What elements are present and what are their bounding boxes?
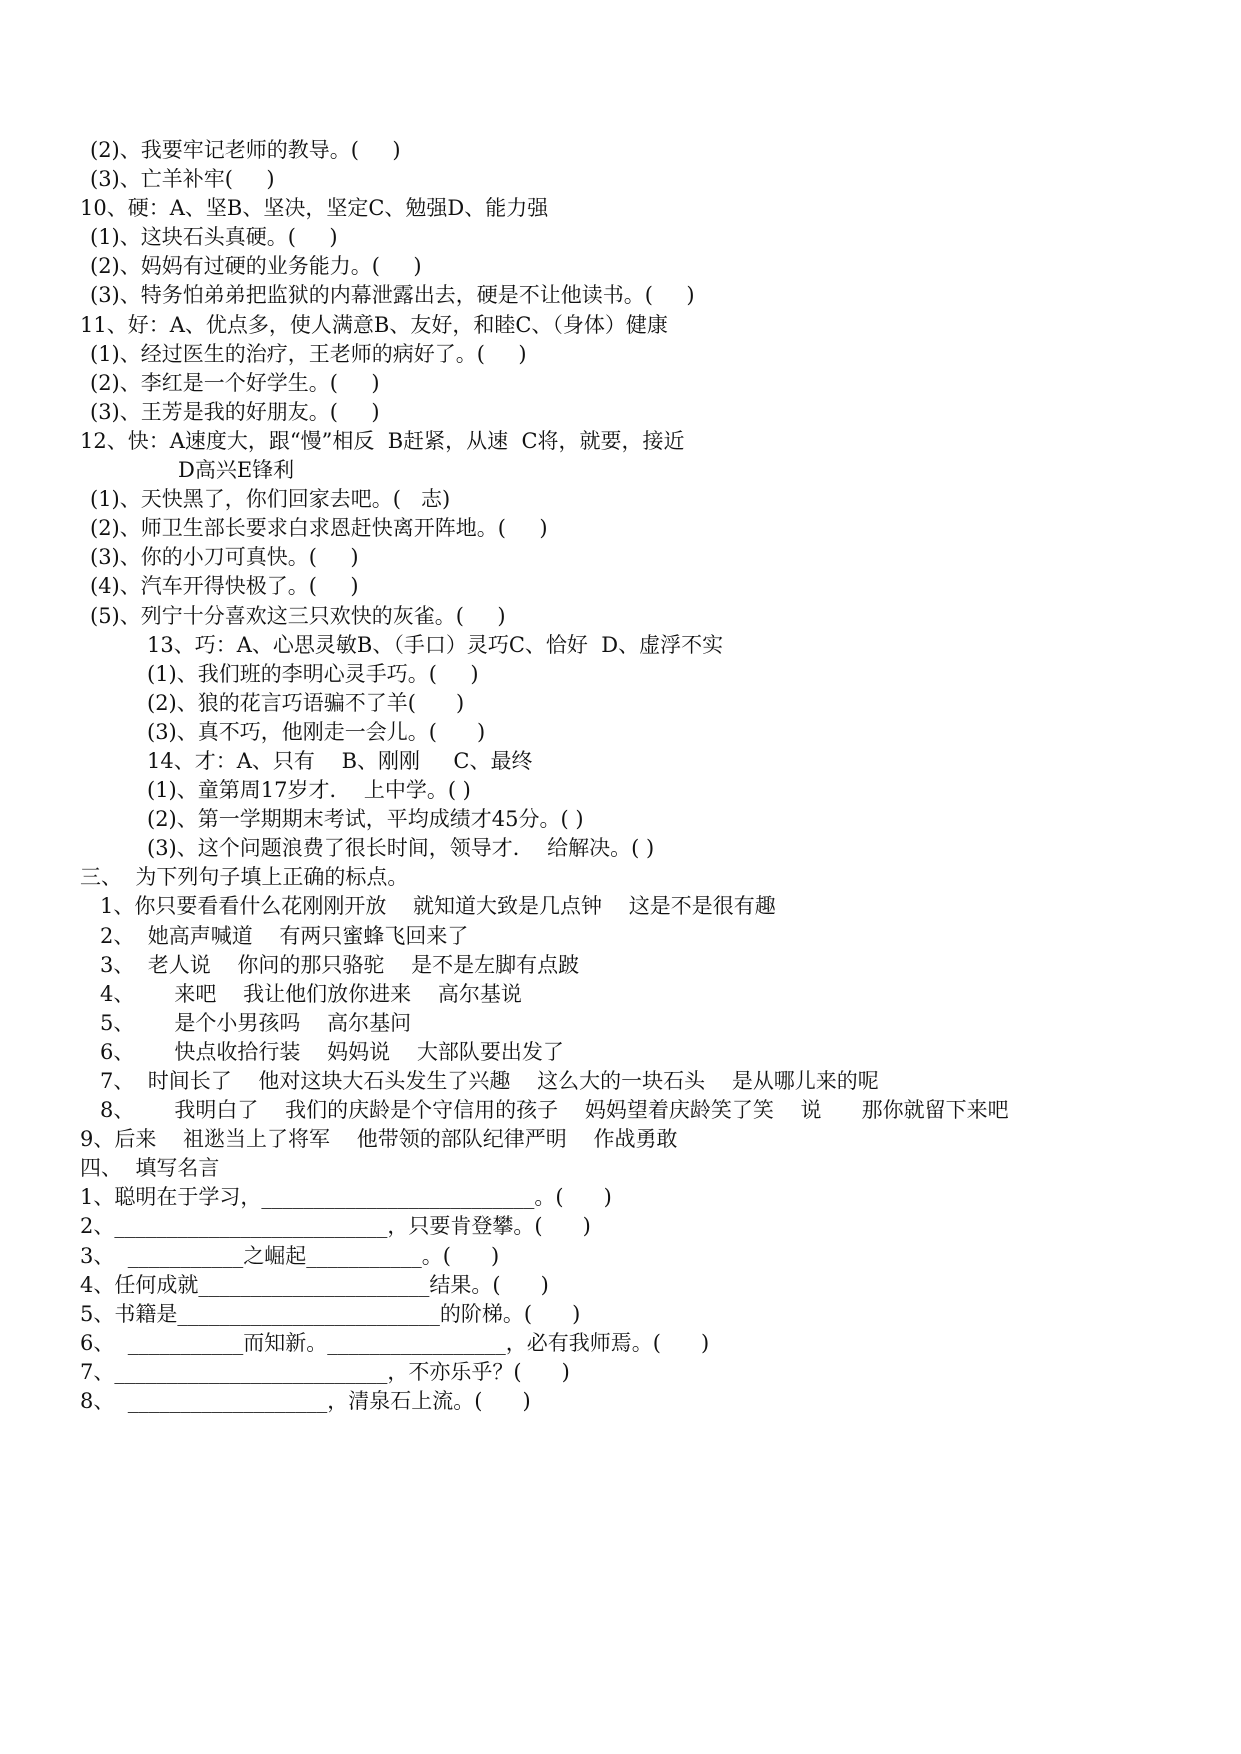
document-line: (3)、你的小刀可真快。( ) (90, 545, 359, 570)
document-line: (1)、童第周17岁才． 上中学。( ) (147, 778, 471, 803)
document-line: 5、书籍是_________________________的阶梯。( ) (80, 1301, 581, 1326)
document-line: 8、 我明白了 我们的庆龄是个守信用的孩子 妈妈望着庆龄笑了笑 说 那你就留下来吧 (100, 1098, 1009, 1123)
document-line: (1)、经过医生的治疗，王老师的病好了。( ) (90, 341, 527, 366)
document-line: 1、聪明在于学习，__________________________。( ) (80, 1185, 612, 1210)
document-line: (4)、汽车开得快极了。( ) (90, 574, 359, 599)
document-line: 10、硬：A、坚B、坚决，坚定C、勉强D、能力强 (80, 196, 549, 221)
document-line: 四、 填写名言 (80, 1156, 220, 1181)
document-line: 13、巧：A、心思灵敏B、（手口）灵巧C、恰好 D、虚浮不实 (147, 632, 724, 657)
document-line: 4、任何成就______________________结果。( ) (80, 1272, 549, 1297)
document-line: (2)、妈妈有过硬的业务能力。( ) (90, 254, 422, 279)
document-line: (2)、第一学期期末考试，平均成绩才45分。( ) (147, 807, 584, 832)
document-line: (2)、我要牢记老师的教导。( ) (90, 138, 401, 162)
document-line: 7、 时间长了 他对这块大石头发生了兴趣 这么大的一块石头 是从哪儿来的呢 (100, 1069, 879, 1093)
document-line: (5)、列宁十分喜欢这三只欢快的灰雀。( ) (90, 603, 506, 628)
document-line: 4、 来吧 我让他们放你进来 高尔基说 (100, 981, 522, 1006)
document-line: 6、 快点收拾行装 妈妈说 大部队要出发了 (100, 1039, 564, 1064)
document-line: 5、 是个小男孩吗 高尔基问 (100, 1010, 412, 1035)
document-line: 14、才：A、只有 B、刚刚 C、最终 (147, 748, 533, 773)
document-line: (2)、狼的花言巧语骗不了羊( ) (147, 690, 465, 715)
document-line: D高兴E锋利 (178, 458, 295, 483)
document-line: (3)、亡羊补牢( ) (90, 167, 275, 192)
document-line: 三、 为下列句子填上正确的标点。 (80, 865, 409, 890)
document-line: 3、 ___________之崛起___________。( ) (80, 1243, 500, 1268)
document-line: 7、__________________________，不亦乐乎？( ) (80, 1359, 570, 1384)
document-line: (3)、王芳是我的好朋友。( ) (90, 399, 380, 424)
document-line: 2、__________________________，只要肯登攀。( ) (80, 1214, 591, 1239)
document-line: 6、 ___________而知新。_________________，必有我师焉。( ) (80, 1330, 710, 1355)
worksheet-document (0, 136, 1241, 1416)
document-line: 3、 老人说 你问的那只骆驼 是不是左脚有点跛 (100, 952, 580, 977)
document-line: 8、 ___________________，清泉石上流。( ) (80, 1389, 531, 1414)
document-line: 1、你只要看看什么花刚刚开放 就知道大致是几点钟 这是不是很有趣 (100, 894, 776, 919)
document-line: (3)、特务怕弟弟把监狱的内幕泄露出去，硬是不让他读书。( ) (90, 283, 695, 308)
document-line: (3)、真不巧，他刚走一会儿。( ) (147, 719, 486, 744)
document-line: 12、快：A速度大，跟“慢”相反 B赶紧，从速 C将，就要，接近 (80, 428, 685, 453)
document-line: 2、 她高声喊道 有两只蜜蜂飞回来了 (100, 923, 469, 948)
document-line: (2)、李红是一个好学生。( ) (90, 370, 380, 395)
document-line: 9、后来 祖逖当上了将军 他带领的部队纪律严明 作战勇敢 (80, 1127, 678, 1152)
document-line: (2)、师卫生部长要求白求恩赶快离开阵地。( ) (90, 516, 548, 541)
document-line: 11、好：A、优点多，使人满意B、友好，和睦C、（身体）健康 (80, 312, 668, 337)
document-line: (1)、这块石头真硬。( ) (90, 225, 338, 250)
document-line: (1)、天快黑了，你们回家去吧。( 志) (90, 487, 451, 512)
document-line: (1)、我们班的李明心灵手巧。( ) (147, 661, 479, 686)
document-line: (3)、这个问题浪费了很长时间，领导才． 给解决。( ) (147, 836, 655, 861)
